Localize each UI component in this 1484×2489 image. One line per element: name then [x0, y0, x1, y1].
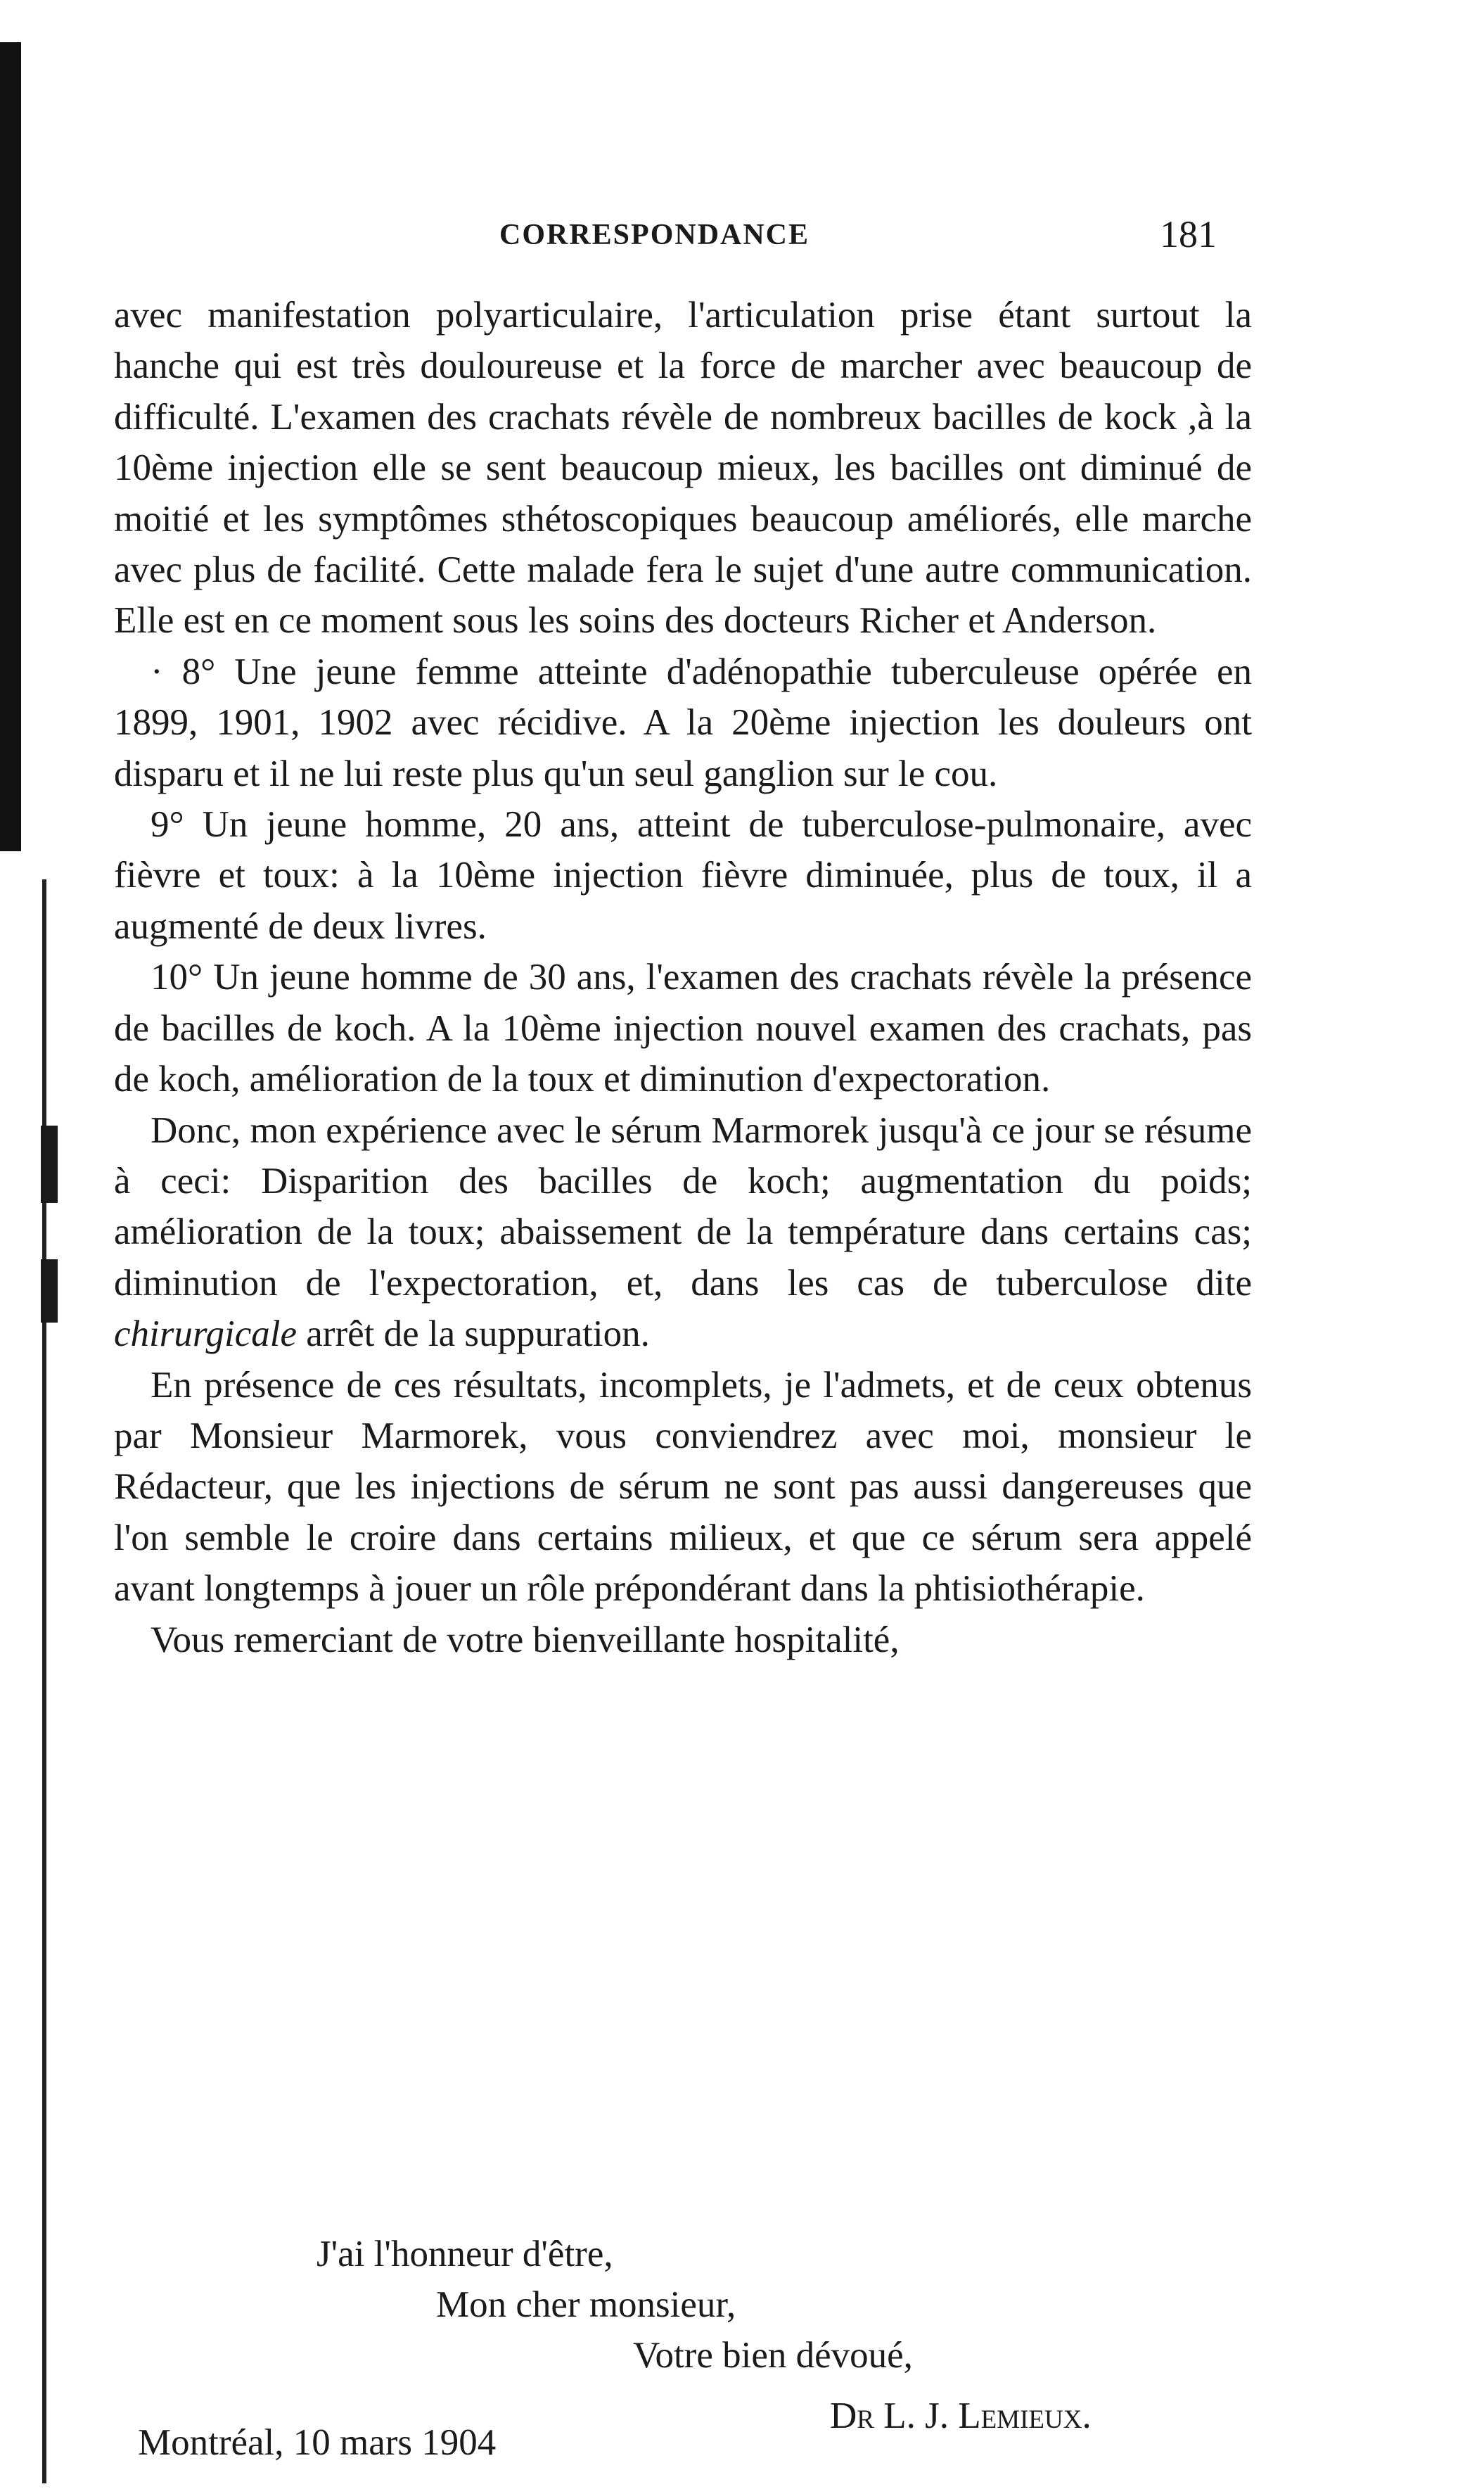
place-date: Montréal, 10 mars 1904: [138, 2422, 497, 2463]
paragraph: [114, 1105, 1252, 1360]
scan-edge-mark: [41, 1259, 58, 1323]
paragraph: avec manifestation polyarticulaire, l'articulation prise étant surtout la hanche qui est très douloureuse et la force de marcher avec beaucoup de difficulté. L'examen des crachats révèle de nombreux bacilles de kock ,à la 10ème injection elle se sent beaucoup mieux, les bacilles ont diminué de moitié et les symptômes sthétoscopiques beaucoup améliorés, elle marche avec plus de facilité. Cette malade fera le sujet d'une autre communication. Elle est en ce moment sous les soins des docteurs Richer et Anderson.: [114, 295, 1252, 642]
paragraph: · 8° Une jeune femme atteinte d'adénopathie tuberculeuse opérée en 1899, 1901, 1902 avec récidive. A la 20ème injection les douleurs ont disparu et il ne lui reste plus qu'un seul ganglion sur le cou.: [114, 651, 1252, 794]
page-header: [113, 212, 1217, 262]
running-title: CORRESPONDANCE: [499, 219, 810, 251]
paragraph: En présence de ces résultats, incomplets, je l'admets, et de ceux obtenus par Monsieur Marmorek, vous conviendrez avec moi, monsieur le Rédacteur, que les injections de sérum ne sont pas aussi dangereuses que l'on semble le croire dans certains milieux, et que ce sérum sera appelé avant longtemps à jouer un rôle prépondérant dans la phtisiothérapie.: [114, 1364, 1252, 1610]
scan-edge-mark: [41, 1126, 58, 1203]
salutation-line: Votre bien dévoué,: [633, 2335, 913, 2376]
italic-term: chirurgicale: [114, 1313, 298, 1355]
closing-sentence: Vous remerciant de votre bienveillante hospitalité,: [151, 1619, 900, 1660]
signature: Dr L. J. Lemieux.: [830, 2395, 1092, 2436]
paragraph: 10° Un jeune homme de 30 ans, l'examen des crachats révèle la présence de bacilles de koch. A la 10ème injection nouvel examen des crachats, pas de koch, amélioration de la toux et diminution d'expectoration.: [114, 957, 1252, 1100]
paragraph-text: arrêt de la suppuration.: [297, 1313, 650, 1355]
salutation-line: J'ai l'honneur d'être,: [316, 2234, 613, 2274]
salutation-line: Mon cher monsieur,: [436, 2284, 736, 2325]
paragraph: 9° Un jeune homme, 20 ans, atteint de tuberculose-pulmonaire, avec fièvre et toux: à la 10ème injection fièvre diminuée, plus de toux, il a augmenté de deux livres.: [114, 804, 1252, 947]
scan-edge-shadow: [0, 42, 21, 851]
page-number: 181: [1160, 213, 1217, 255]
scan-edge-line: [35, 879, 51, 2483]
paragraph-text: Donc, mon expérience avec le sérum Marmorek jusqu'à ce jour se résume à ceci: Disparition des bacilles de koch; augmentation du poids; amélioration de la toux; abaissement de la température dans certains cas; diminution de l'expectoration, et, dans les cas de tuberculose dite: [114, 1109, 1252, 1304]
letter-body: [114, 290, 1252, 1665]
